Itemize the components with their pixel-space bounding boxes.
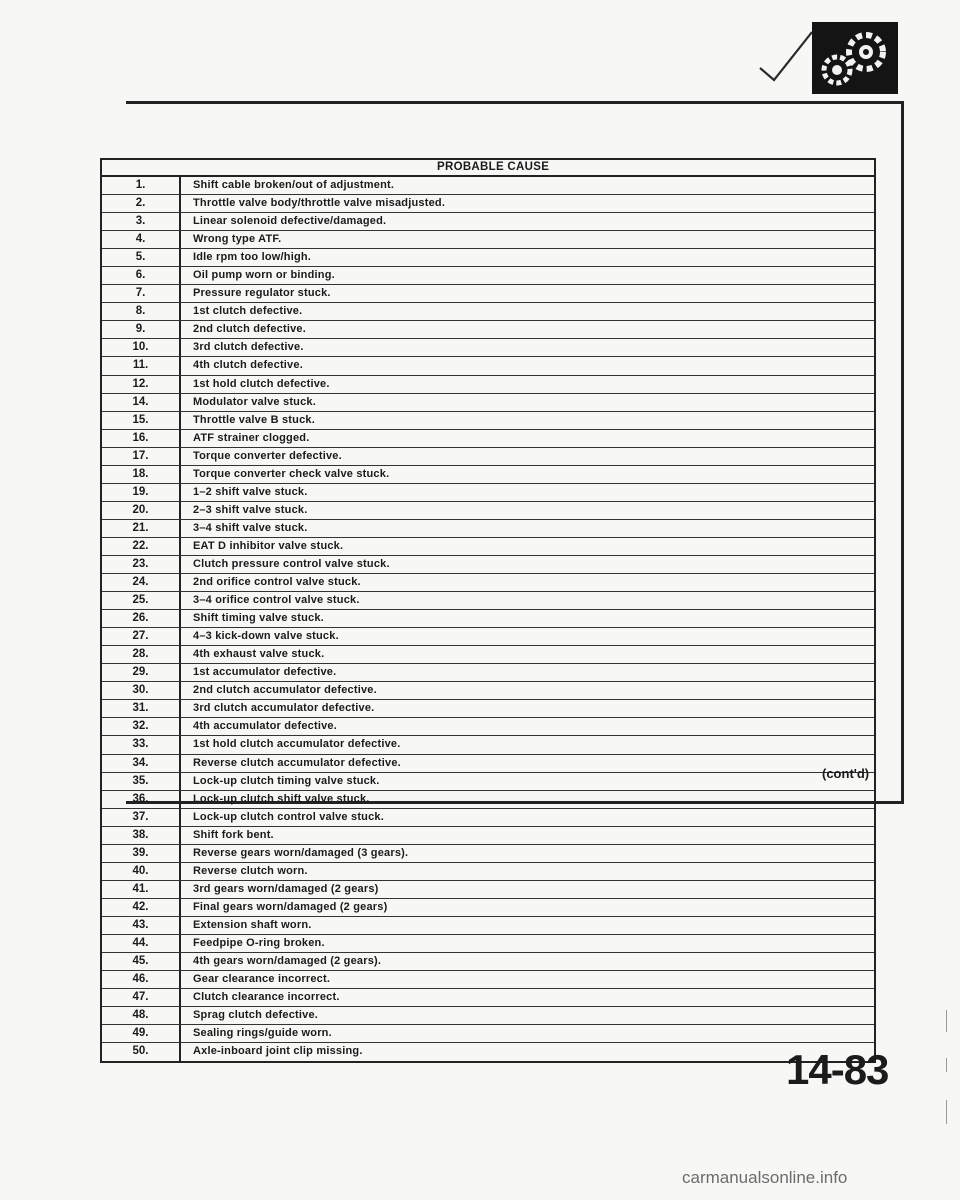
cause-text: Reverse clutch accumulator defective. [193, 756, 401, 769]
cause-text: 1st hold clutch defective. [193, 377, 330, 390]
table-row [102, 376, 874, 394]
cause-text: Linear solenoid defective/damaged. [193, 215, 387, 228]
cause-text: Clutch clearance incorrect. [193, 991, 340, 1004]
cause-number: 35. [102, 773, 181, 790]
cause-text: Oil pump worn or binding. [193, 269, 335, 282]
cause-text: 1st accumulator defective. [193, 666, 337, 679]
transmission-gear-icon [812, 22, 898, 94]
table-row [102, 935, 874, 953]
cause-number: 4. [102, 231, 181, 248]
cause-number: 17. [102, 448, 181, 465]
cause-text: Axle-inboard joint clip missing. [193, 1045, 363, 1058]
cause-text: Modulator valve stuck. [193, 395, 316, 408]
cause-text: Clutch pressure control valve stuck. [193, 557, 390, 570]
cause-number: 20. [102, 502, 181, 519]
cause-number: 23. [102, 556, 181, 573]
table-row [102, 773, 874, 791]
table-row [102, 285, 874, 303]
cause-text: Torque converter defective. [193, 449, 342, 462]
cause-number: 42. [102, 899, 181, 916]
table-row [102, 863, 874, 881]
cause-text: 4–3 kick-down valve stuck. [193, 630, 339, 643]
cause-text: Reverse clutch worn. [193, 864, 308, 877]
cause-text: 1st clutch defective. [193, 305, 303, 318]
cause-text: Torque converter check valve stuck. [193, 467, 390, 480]
cause-text: Reverse gears worn/damaged (3 gears). [193, 846, 409, 859]
cause-text: Gear clearance incorrect. [193, 973, 331, 986]
table-row [102, 249, 874, 267]
table-row [102, 989, 874, 1007]
cause-number: 10. [102, 339, 181, 356]
cause-number: 16. [102, 430, 181, 447]
cause-number: 3. [102, 213, 181, 230]
cause-text: Feedpipe O-ring broken. [193, 936, 325, 949]
cause-text: 3rd gears worn/damaged (2 gears) [193, 882, 379, 895]
cause-number: 47. [102, 989, 181, 1006]
cause-number: 12. [102, 376, 181, 393]
cause-number: 30. [102, 682, 181, 699]
cause-text: EAT D inhibitor valve stuck. [193, 539, 344, 552]
table-row [102, 827, 874, 845]
cause-number: 15. [102, 412, 181, 429]
cause-number: 31. [102, 700, 181, 717]
cause-number: 8. [102, 303, 181, 320]
cause-number: 39. [102, 845, 181, 862]
cause-text: Throttle valve B stuck. [193, 413, 315, 426]
table-row [102, 755, 874, 773]
cause-text: Lock-up clutch timing valve stuck. [193, 774, 380, 787]
cause-text: Sprag clutch defective. [193, 1009, 319, 1022]
cause-number: 26. [102, 610, 181, 627]
table-body [102, 177, 874, 1061]
cause-number: 25. [102, 592, 181, 609]
table-row [102, 430, 874, 448]
table-row [102, 1007, 874, 1025]
cause-text: 1–2 shift valve stuck. [193, 485, 308, 498]
cause-text: Final gears worn/damaged (2 gears) [193, 900, 388, 913]
table-row [102, 520, 874, 538]
cause-text: Wrong type ATF. [193, 233, 282, 246]
table-row [102, 195, 874, 213]
cause-number: 44. [102, 935, 181, 952]
table-row [102, 1025, 874, 1043]
cause-number: 37. [102, 809, 181, 826]
cause-number: 18. [102, 466, 181, 483]
cause-text: 2nd clutch accumulator defective. [193, 684, 377, 697]
table-row [102, 791, 874, 809]
table-row [102, 339, 874, 357]
cause-number: 1. [102, 177, 181, 194]
table-row [102, 953, 874, 971]
table-row [102, 899, 874, 917]
table-row [102, 628, 874, 646]
cause-number: 28. [102, 646, 181, 663]
table-row [102, 592, 874, 610]
cause-text: 4th accumulator defective. [193, 720, 337, 733]
cause-number: 49. [102, 1025, 181, 1042]
cause-number: 38. [102, 827, 181, 844]
cause-text: ATF strainer clogged. [193, 431, 310, 444]
cause-number: 41. [102, 881, 181, 898]
cause-number: 11. [102, 357, 181, 374]
cause-text: 4th exhaust valve stuck. [193, 648, 325, 661]
cause-text: 3–4 shift valve stuck. [193, 521, 308, 534]
table-row [102, 466, 874, 484]
cause-number: 21. [102, 520, 181, 537]
table-row [102, 213, 874, 231]
table-row [102, 538, 874, 556]
cause-text: 1st hold clutch accumulator defective. [193, 738, 401, 751]
cause-text: Extension shaft worn. [193, 918, 312, 931]
page-number: 14-83 [786, 1046, 889, 1093]
cause-number: 7. [102, 285, 181, 302]
cause-number: 43. [102, 917, 181, 934]
watermark: carmanualsonline.info [682, 1168, 848, 1187]
cause-number: 33. [102, 736, 181, 753]
probable-cause-table [100, 158, 876, 1063]
cause-number: 27. [102, 628, 181, 645]
checkmark-icon [756, 28, 816, 84]
table-row [102, 718, 874, 736]
cause-number: 40. [102, 863, 181, 880]
table-row [102, 231, 874, 249]
table-row [102, 303, 874, 321]
table-row [102, 610, 874, 628]
table-row [102, 267, 874, 285]
table-row [102, 881, 874, 899]
cause-number: 36. [102, 791, 181, 808]
cause-text: 3rd clutch accumulator defective. [193, 702, 375, 715]
cause-text: Idle rpm too low/high. [193, 251, 312, 264]
table-row [102, 556, 874, 574]
cause-text: 2nd clutch defective. [193, 323, 307, 336]
cause-number: 19. [102, 484, 181, 501]
cause-text: 4th clutch defective. [193, 359, 303, 372]
margin-mark [946, 1010, 947, 1032]
table-row [102, 971, 874, 989]
cause-text: 4th gears worn/damaged (2 gears). [193, 955, 382, 968]
table-row [102, 177, 874, 195]
cause-number: 14. [102, 394, 181, 411]
table-row [102, 321, 874, 339]
cause-text: Sealing rings/guide worn. [193, 1027, 332, 1040]
table-row [102, 502, 874, 520]
margin-mark [946, 1100, 947, 1124]
cause-text: Shift cable broken/out of adjustment. [193, 179, 395, 191]
table-row [102, 412, 874, 430]
table-row [102, 809, 874, 827]
table-header: PROBABLE CAUSE [102, 160, 874, 177]
cause-text: 3–4 orifice control valve stuck. [193, 594, 360, 607]
cause-text: 2nd orifice control valve stuck. [193, 576, 361, 589]
cause-text: Shift timing valve stuck. [193, 612, 324, 625]
cause-number: 5. [102, 249, 181, 266]
cause-number: 22. [102, 538, 181, 555]
table-row [102, 1043, 874, 1061]
cause-text: 2–3 shift valve stuck. [193, 503, 308, 516]
table-row [102, 736, 874, 754]
top-rule [126, 101, 904, 104]
cause-number: 9. [102, 321, 181, 338]
table-row [102, 845, 874, 863]
cause-text: Pressure regulator stuck. [193, 287, 331, 300]
continued-label: (cont'd) [822, 766, 870, 781]
cause-number: 45. [102, 953, 181, 970]
cause-text: Shift fork bent. [193, 828, 274, 841]
cause-number: 48. [102, 1007, 181, 1024]
cause-number: 50. [102, 1043, 181, 1061]
table-row [102, 682, 874, 700]
cause-number: 34. [102, 755, 181, 772]
margin-mark [946, 1058, 947, 1072]
cause-number: 6. [102, 267, 181, 284]
cause-number: 32. [102, 718, 181, 735]
cause-number: 2. [102, 195, 181, 212]
table-row [102, 664, 874, 682]
table-row [102, 448, 874, 466]
table-row [102, 484, 874, 502]
cause-text: Lock-up clutch shift valve stuck. [193, 792, 370, 805]
cause-number: 46. [102, 971, 181, 988]
table-row [102, 917, 874, 935]
cause-text: 3rd clutch defective. [193, 341, 304, 354]
cause-number: 29. [102, 664, 181, 681]
right-frame-rule [901, 101, 904, 803]
table-row [102, 646, 874, 664]
table-row [102, 700, 874, 718]
cause-text: Lock-up clutch control valve stuck. [193, 810, 384, 823]
table-row [102, 394, 874, 412]
cause-text: Throttle valve body/throttle valve misadjusted. [193, 197, 446, 210]
cause-number: 24. [102, 574, 181, 591]
table-row [102, 574, 874, 592]
table-row [102, 357, 874, 375]
